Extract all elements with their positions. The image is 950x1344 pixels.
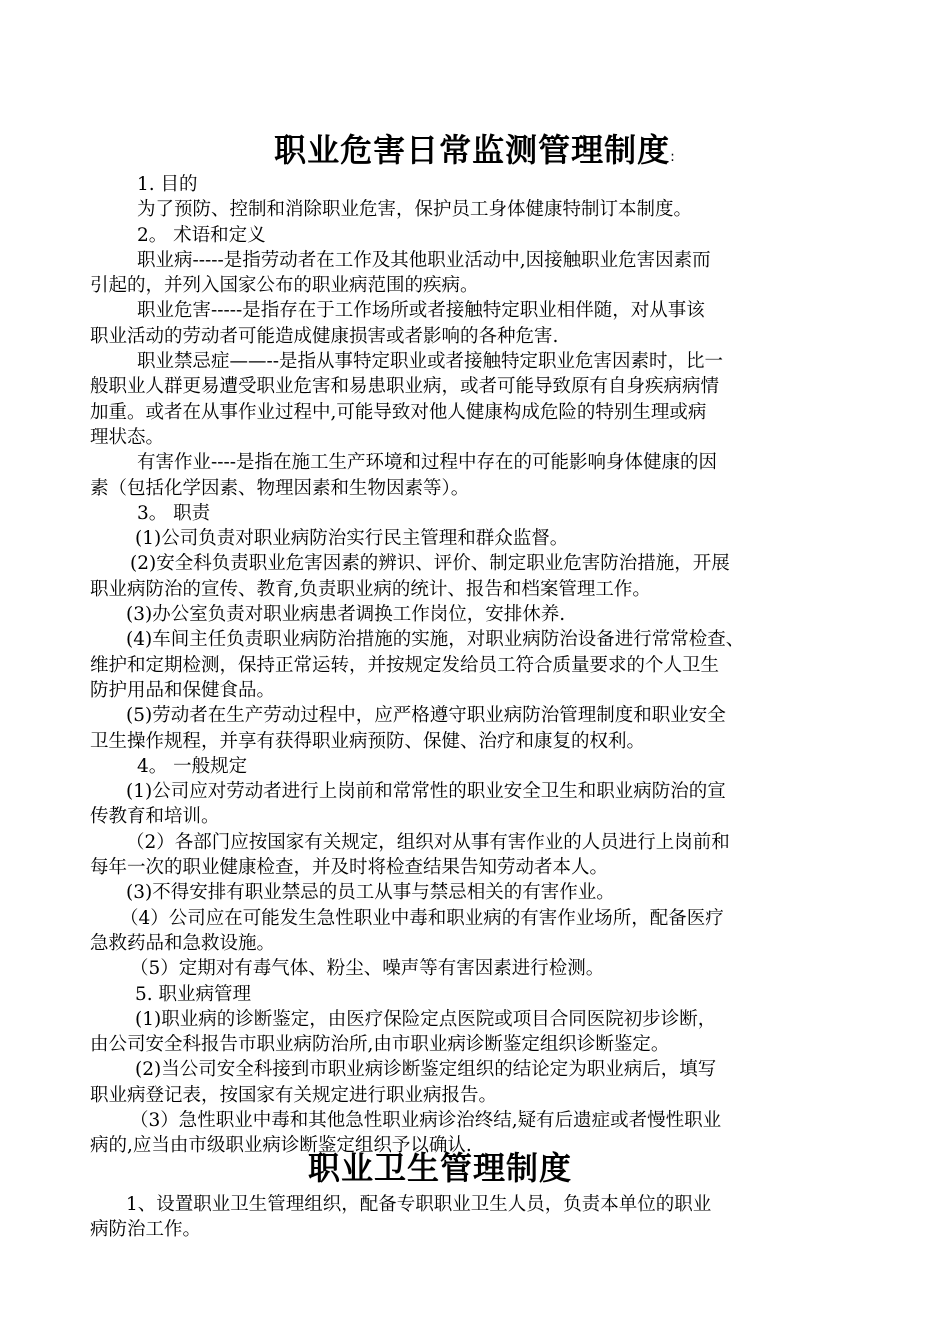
paragraph-line: (2)安全科负责职业危害因素的辨识、评价、制定职业危害防治措施，开展 [130, 553, 730, 575]
paragraph-line: (2)当公司安全科接到市职业病诊断鉴定组织的结论定为职业病后，填写 [135, 1059, 717, 1081]
paragraph-line: (5)劳动者在生产劳动过程中，应严格遵守职业病防治管理制度和职业安全 [126, 705, 726, 727]
section-heading: 5. 职业病管理 [135, 983, 252, 1005]
title-suffix: : [670, 149, 676, 165]
paragraph-line: 防护用品和保健食品。 [90, 679, 276, 701]
paragraph-line: (4)车间主任负责职业病防治措施的实施，对职业病防治设备进行常常检查、 [126, 629, 745, 651]
paragraph-line: 般职业人群更易遭受职业危害和易患职业病，或者可能导致原有自身疾病病情 [90, 376, 720, 398]
paragraph-line: 病防治工作。 [90, 1219, 202, 1241]
title-text: 职业危害日常监测管理制度 [274, 131, 671, 169]
document-body [90, 172, 860, 1159]
section-heading: 1. 目的 [137, 174, 198, 195]
paragraph-line: 职业病防治的宣传、教育,负责职业病的统计、报告和档案管理工作。 [90, 578, 651, 600]
paragraph-line: 卫生操作规程，并享有获得职业病预防、保健、治疗和康复的权利。 [90, 730, 646, 752]
paragraph-line: 职业危害-----是指存在于工作场所或者接触特定职业相伴随，对从事该 [137, 300, 705, 322]
section-heading: 4。 一般规定 [137, 755, 248, 777]
paragraph-line: 维护和定期检测，保持正常运转，并按规定发给员工符合质量要求的个人卫生 [90, 654, 720, 676]
paragraph-line: 每年一次的职业健康检查，并及时将检查结果告知劳动者本人。 [90, 857, 609, 879]
section-heading: 2。 术语和定义 [137, 224, 266, 246]
paragraph-line: 1、设置职业卫生管理组织，配备专职职业卫生人员，负责本单位的职业 [126, 1194, 712, 1215]
paragraph-line: (3)不得安排有职业禁忌的员工从事与禁忌相关的有害作业。 [126, 882, 615, 904]
paragraph-line: 职业禁忌症——--是指从事特定职业或者接触特定职业危害因素时，比一 [137, 351, 724, 373]
paragraph-line: 职业病登记表，按国家有关规定进行职业病报告。 [90, 1084, 498, 1106]
paragraph-line: 职业活动的劳动者可能造成健康损害或者影响的各种危害. [90, 325, 559, 347]
paragraph-line: 有害作业----是指在施工生产环境和过程中存在的可能影响身体健康的因 [137, 452, 718, 474]
paragraph-line: 由公司安全科报告市职业病防治所,由市职业病诊断鉴定组织诊断鉴定。 [90, 1034, 670, 1056]
paragraph-line: 加重。或者在从事作业过程中,可能导致对他人健康构成危险的特别生理或病 [90, 401, 707, 423]
paragraph-line: （4）公司应在可能发生急性职业中毒和职业病的有害作业场所，配备医疗 [120, 907, 724, 929]
paragraph-line: 职业病-----是指劳动者在工作及其他职业活动中,因接触职业危害因素而 [137, 249, 711, 271]
paragraph-line: (3)办公室负责对职业病患者调换工作岗位，安排休养. [126, 604, 566, 626]
paragraph-line: (1)公司应对劳动者进行上岗前和常常性的职业安全卫生和职业病防治的宣 [126, 781, 726, 803]
paragraph-line: 理状态。 [90, 426, 165, 448]
paragraph-line: 引起的，并列入国家公布的职业病范围的疾病。 [90, 275, 479, 297]
paragraph-line: (1)职业病的诊断鉴定，由医疗保险定点医院或项目合同医院初步诊断， [135, 1008, 717, 1030]
paragraph-line: 素（包括化学因素、物理因素和生物因素等）。 [90, 477, 470, 499]
paragraph-line: 为了预防、控制和消除职业危害，保护员工身体健康特制订本制度。 [137, 199, 693, 221]
paragraph-line: （2）各部门应按国家有关规定，组织对从事有害作业的人员进行上岗前和 [126, 831, 730, 853]
paragraph-line: (1)公司负责对职业病防治实行民主管理和群众监督。 [135, 528, 569, 550]
second-document-title: 职业卫生管理制度 [307, 1149, 572, 1187]
paragraph-line: （3）急性职业中毒和其他急性职业病诊治终结,疑有后遗症或者慢性职业 [130, 1109, 722, 1131]
paragraph-line: 传教育和培训。 [90, 806, 220, 828]
paragraph-line: 急救药品和急救设施。 [90, 932, 276, 954]
section-heading: 3。 职责 [137, 502, 211, 524]
paragraph-line: （5）定期对有毒气体、粉尘、噪声等有害因素进行检测。 [130, 958, 605, 980]
paragraph-line: 病的,应当由市级职业病诊断鉴定组织予以确认. [90, 1135, 472, 1157]
second-document-body [90, 1192, 860, 1243]
